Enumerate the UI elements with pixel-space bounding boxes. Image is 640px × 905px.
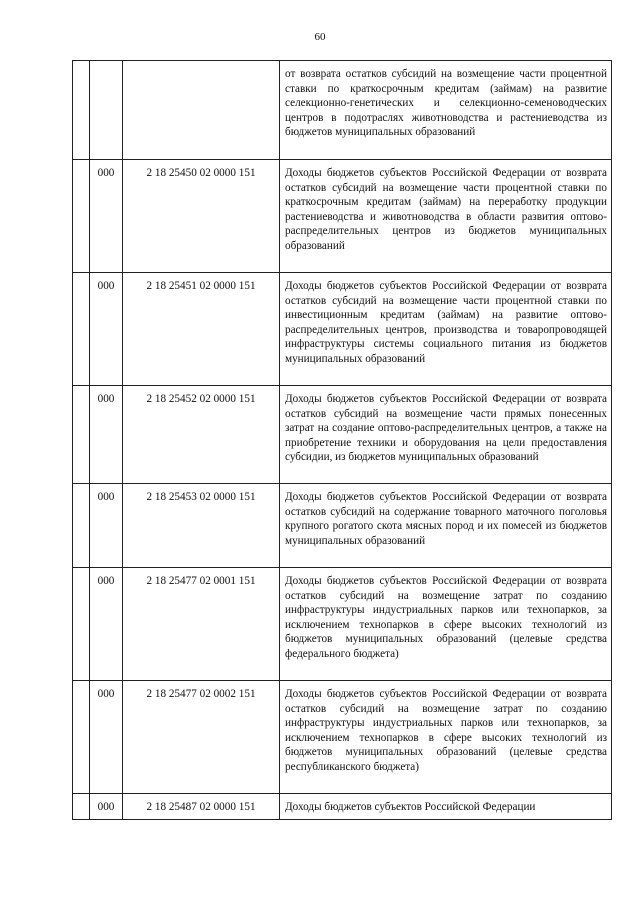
- blank-cell: [73, 568, 90, 681]
- blank-cell: [73, 681, 90, 794]
- description-cell: Доходы бюджетов субъектов Российской Федерации от возврата остатков субсидий на возмещение части процентной ставки по краткосрочным кредитам (займам) на переработку продукции растениеводства и животноводства в области развития оптово-распределительных центров из бюджетов муниципальных образований: [280, 160, 612, 273]
- admin-code-cell: 000: [90, 681, 123, 794]
- description-cell: Доходы бюджетов субъектов Российской Федерации: [280, 794, 612, 820]
- blank-cell: [73, 160, 90, 273]
- table-row: [73, 681, 612, 794]
- kbk-code-cell: 2 18 25477 02 0001 151: [123, 568, 280, 681]
- blank-cell: [73, 273, 90, 386]
- table-row: [73, 568, 612, 681]
- admin-code-cell: 000: [90, 794, 123, 820]
- blank-cell: [73, 484, 90, 568]
- description-cell: Доходы бюджетов субъектов Российской Федерации от возврата остатков субсидий на возмещение части прямых понесенных затрат на создание оптово-распределительных центров, а также на приобретение техники и оборудования на цели предоставления субсидии, из бюджетов муниципальных образований: [280, 386, 612, 484]
- admin-code-cell: 000: [90, 484, 123, 568]
- table-row: [73, 484, 612, 568]
- table-row: [73, 273, 612, 386]
- description-cell: от возврата остатков субсидий на возмещение части процентной ставки по краткосрочным кредитам (займам) на развитие селекционно-генетических и селекционно-семеноводческих центров в подотраслях животноводства и растениеводства из бюджетов муниципальных образований: [280, 61, 612, 160]
- kbk-code-cell: 2 18 25487 02 0000 151: [123, 794, 280, 820]
- blank-cell: [73, 794, 90, 820]
- admin-code-cell: 000: [90, 568, 123, 681]
- description-cell: Доходы бюджетов субъектов Российской Федерации от возврата остатков субсидий на возмещение затрат по созданию инфраструктуры индустриальных парков или технопарков, за исключением технопарков в сфере высоких технологий из бюджетов муниципальных образований (целевые средства федерального бюджета): [280, 568, 612, 681]
- page-number: 60: [314, 31, 326, 43]
- admin-code-cell: [90, 61, 123, 160]
- kbk-code-cell: 2 18 25451 02 0000 151: [123, 273, 280, 386]
- admin-code-cell: 000: [90, 160, 123, 273]
- kbk-code-cell: 2 18 25477 02 0002 151: [123, 681, 280, 794]
- kbk-code-cell: 2 18 25450 02 0000 151: [123, 160, 280, 273]
- description-cell: Доходы бюджетов субъектов Российской Федерации от возврата остатков субсидий на содержание товарного маточного поголовья крупного рогатого скота мясных пород и их помесей из бюджетов муниципальных образований: [280, 484, 612, 568]
- admin-code-cell: 000: [90, 386, 123, 484]
- blank-cell: [73, 386, 90, 484]
- blank-cell: [73, 61, 90, 160]
- admin-code-cell: 000: [90, 273, 123, 386]
- kbk-code-cell: 2 18 25453 02 0000 151: [123, 484, 280, 568]
- table-row: [73, 160, 612, 273]
- description-cell: Доходы бюджетов субъектов Российской Федерации от возврата остатков субсидий на возмещение части процентной ставки по инвестиционным кредитам (займам) на развитие оптово-распределительных центров, производства и товаропроводящей инфраструктуры системы социального питания из бюджетов муниципальных образований: [280, 273, 612, 386]
- table-row: [73, 61, 612, 160]
- table-row: [73, 794, 612, 820]
- kbk-code-cell: 2 18 25452 02 0000 151: [123, 386, 280, 484]
- description-cell: Доходы бюджетов субъектов Российской Федерации от возврата остатков субсидий на возмещение затрат по созданию инфраструктуры индустриальных парков или технопарков, за исключением технопарков в сфере высоких технологий из бюджетов муниципальных образований (целевые средства республиканского бюджета): [280, 681, 612, 794]
- kbk-code-cell: [123, 61, 280, 160]
- budget-revenue-table: [72, 60, 612, 820]
- table-row: [73, 386, 612, 484]
